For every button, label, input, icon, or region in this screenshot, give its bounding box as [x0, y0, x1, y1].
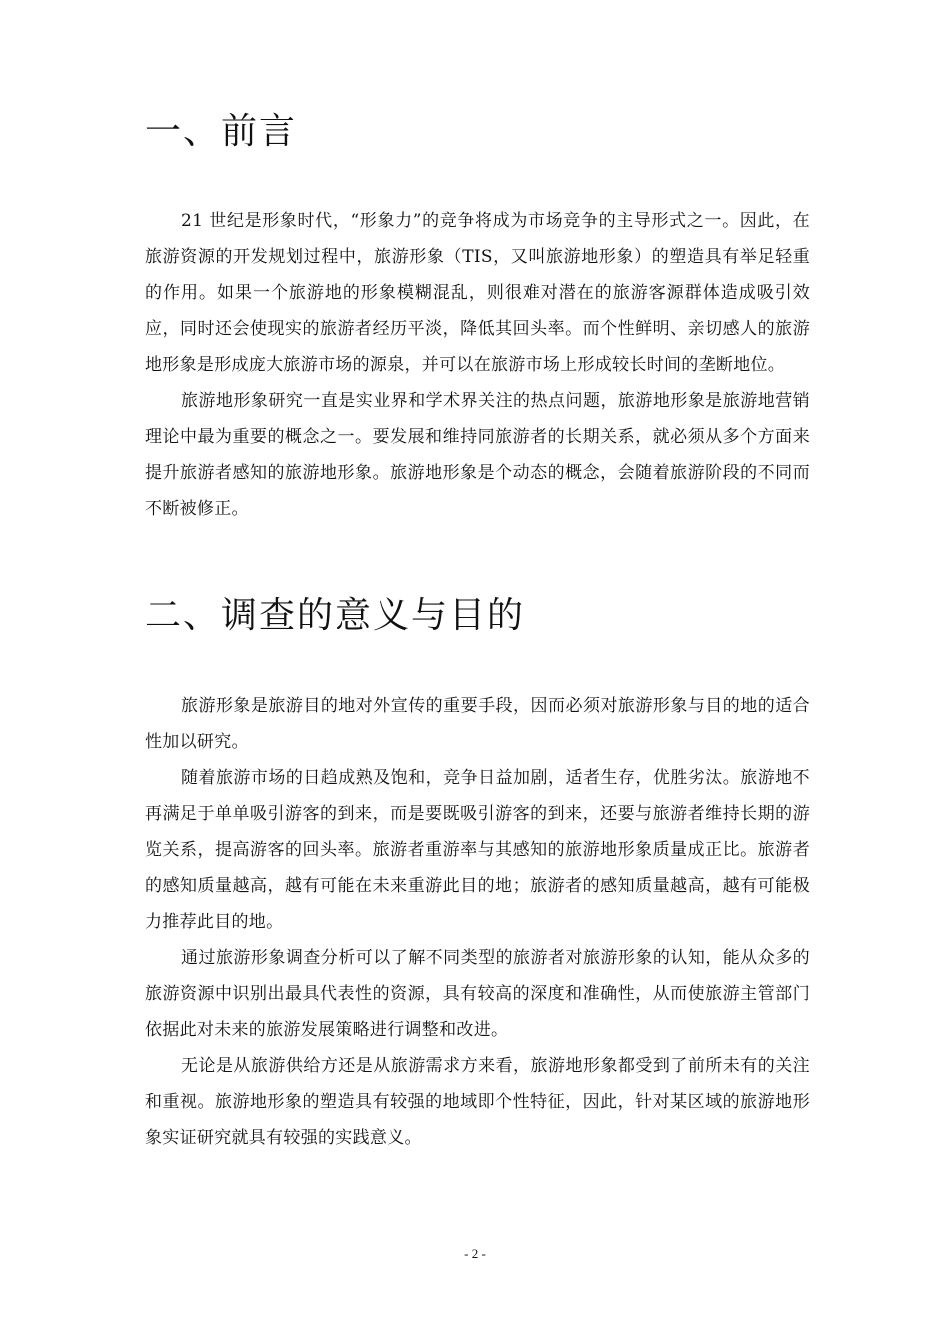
paragraph: 旅游形象是旅游目的地对外宣传的重要手段，因而必须对旅游形象与目的地的适合性加以研究。 — [145, 696, 810, 752]
section-heading-purpose: 二、调查的意义与目的 — [145, 595, 526, 636]
paragraph: 21 世纪是形象时代，“形象力”的竞争将成为市场竞争的主导形式之一。因此，在旅游资源的开发规划过程中，旅游形象（TIS，又叫旅游地形象）的塑造具有举足轻重的作用。如果一个旅游地的形象模糊混乱，则很难对潜在的旅游客源群体造成吸引效应，同时还会使现实的旅游者经历平淡，降低其回头率。而个性鲜明、亲切感人的旅游地形象是形成庞大旅游市场的源泉，并可以在旅游市场上形成较长时间的垄断地位。 — [145, 211, 810, 375]
section-heading-preface: 一、前言 — [145, 111, 298, 152]
section-body-preface — [145, 203, 810, 527]
paragraph: 无论是从旅游供给方还是从旅游需求方来看，旅游地形象都受到了前所未有的关注和重视。旅游地形象的塑造具有较强的地域即个性特征，因此，针对某区域的旅游地形象实证研究就具有较强的实践意义。 — [145, 1056, 810, 1148]
page-number: - 2 - — [464, 1246, 486, 1261]
section-body-purpose — [145, 688, 810, 1156]
paragraph: 通过旅游形象调查分析可以了解不同类型的旅游者对旅游形象的认知，能从众多的旅游资源中识别出最具代表性的资源，具有较高的深度和准确性，从而使旅游主管部门依据此对未来的旅游发展策略进行调整和改进。 — [145, 948, 810, 1040]
paragraph: 旅游地形象研究一直是实业界和学术界关注的热点问题，旅游地形象是旅游地营销理论中最为重要的概念之一。要发展和维持同旅游者的长期关系，就必须从多个方面来提升旅游者感知的旅游地形象。旅游地形象是个动态的概念，会随着旅游阶段的不同而不断被修正。 — [145, 391, 810, 519]
paragraph: 随着旅游市场的日趋成熟及饱和，竞争日益加剧，适者生存，优胜劣汰。旅游地不再满足于单单吸引游客的到来，而是要既吸引游客的到来，还要与旅游者维持长期的游览关系，提高游客的回头率。旅游者重游率与其感知的旅游地形象质量成正比。旅游者的感知质量越高，越有可能在未来重游此目的地；旅游者的感知质量越高，越有可能极力推荐此目的地。 — [145, 768, 810, 932]
